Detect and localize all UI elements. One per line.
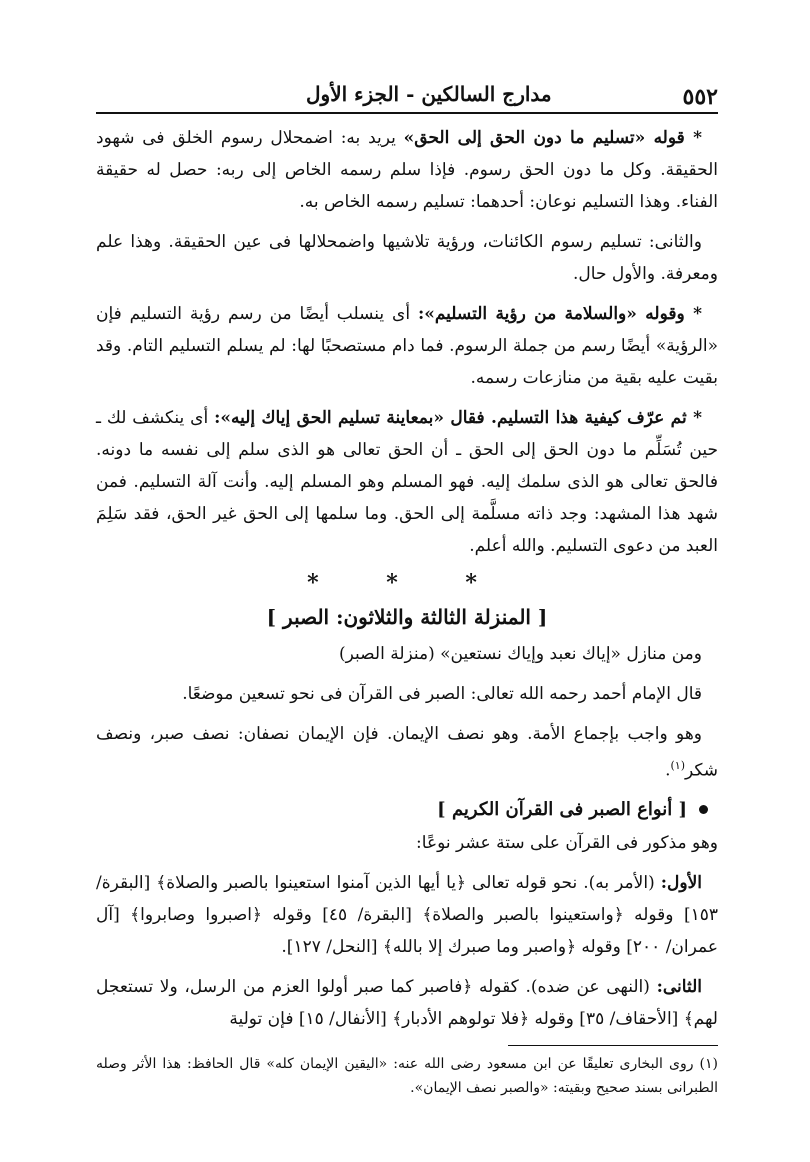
paragraph-8 [96, 827, 718, 859]
bullet-heading-text: [ أنواع الصبر فى القرآن الكريم ] [437, 798, 687, 820]
paragraph-text: ومن منازل «إياك نعبد وإياك نستعين» (منزلة الصبر) [339, 644, 702, 664]
paragraph-text: أى ينكشف لك ـ حين تُسَلِّم ما دون الحق إلى الحق ـ أن الحق تعالى هو الذى سلم إلى نفسه ما دونه. فالحق تعالى هو الذى سلمك إليه. فهو المسلم وهو المسلم إليه. وأنت آلة التسليم. فمن شهد هذا المشهد: وجد ذاته مسلَّمة إلى الحق. وما سلمها إلى الحق غير الحق، فقد سَلِمَ العبد من دعوى التسليم. والله أعلم. [96, 408, 718, 556]
paragraph-text: (الأمر به). نحو قوله تعالى ﴿يا أيها الذين آمنوا استعينوا بالصبر والصلاة﴾ [البقرة/ ١٥٣] وقوله ﴿واستعينوا بالصبر والصلاة﴾ [البقرة/ ٤٥] وقوله ﴿اصبروا وصابروا﴾ [آل عمران/ ٢٠٠] وقوله ﴿واصبر وما صبرك إلا بالله﴾ [النحل/ ١٢٧]. [96, 872, 718, 957]
page-content [96, 122, 718, 1100]
footnote: (١) روى البخارى تعليقًا عن ابن مسعود رضى الله عنه: «اليقين الإيمان كله» قال الحافظ: هذا الأثر وصله الطبرانى بسند صحيح وبقيته: «والصبر نصف الإيمان». [96, 1055, 718, 1096]
bullet-dot-icon [699, 805, 708, 814]
book-page [96, 76, 718, 1096]
paragraph-7: وهو واجب بإجماع الأمة. وهو نصف الإيمان. فإن الإيمان نصفان: نصف صبر، ونصف شكر$^{(١)}$. [96, 724, 718, 781]
paragraph-text: وهو مذكور فى القرآن على ستة عشر نوعًا: [416, 832, 718, 853]
paragraph-text: (النهى عن ضده). كقوله ﴿فاصبر كما صبر أولوا العزم من الرسل، ولا تستعجل لهم﴾ [الأحقاف/ ٣٥] وقوله ﴿فلا تولوهم الأدبار﴾ [الأنفال/ ١٥] فإن تولية [96, 976, 718, 1029]
paragraph-4 [96, 402, 718, 562]
page-header [96, 76, 718, 114]
page-number: ٥٥٢ [682, 84, 718, 110]
paragraph-lead: الأول: [660, 872, 702, 893]
paragraph-6 [96, 678, 718, 710]
paragraph-text: يريد به: اضمحلال رسوم الخلق فى شهود الحقيقة. وكل ما دون الحق رسوم. فإذا سلم رسمه الخاص إلى ربه: حصل له حقيقة الفناء. وهذا التسليم نوعان: أحدهما: تسليم رسمه الخاص به. [96, 128, 718, 212]
paragraph-text: والثانى: تسليم رسوم الكائنات، ورؤية تلاشيها واضمحلالها فى عين الحقيقة. وهذا علم ومعرفة. والأول حال. [96, 232, 718, 284]
paragraph-10 [96, 971, 718, 1035]
paragraph-2 [96, 226, 718, 290]
footnote-marker: (١) [670, 759, 685, 772]
paragraph-text: وهو واجب بإجماع الأمة. وهو نصف الإيمان. فإن الإيمان نصفان: نصف صبر، ونصف شكر [96, 724, 718, 781]
bullet-heading [96, 795, 718, 825]
paragraph-lead: * وقوله «والسلامة من رؤية التسليم»: [417, 304, 702, 324]
paragraph-text: قال الإمام أحمد رحمه الله تعالى: الصبر فى القرآن فى نحو تسعين موضعًا. [182, 684, 702, 704]
paragraph-lead: * ثم عرّف كيفية هذا التسليم. فقال «بمعاينة تسليم الحق إياك إليه»: [214, 408, 702, 428]
paragraph-1 [96, 122, 718, 218]
paragraph-3 [96, 298, 718, 394]
paragraph-text: أى ينسلب أيضًا من رسم رؤية التسليم فإن «الرؤية» أيضًا رسم من جملة الرسوم. فما دام مستصحبًا لها: لم يسلم التسليم التام. وقد بقيت عليه بقية من منازعات رسمه. [96, 304, 718, 388]
paragraph-9 [96, 867, 718, 963]
section-separator-stars: * * * [307, 570, 507, 596]
paragraph-5 [96, 638, 718, 670]
footnote-divider [508, 1045, 718, 1046]
paragraph-lead: * قوله «تسليم ما دون الحق إلى الحق» [403, 128, 702, 148]
paragraph-lead: الثانى: [656, 976, 702, 997]
section-heading: [ المنزلة الثالثة والثلاثون: الصبر ] [266, 605, 548, 629]
running-title: مدارج السالكين - الجزء الأول [306, 82, 552, 106]
